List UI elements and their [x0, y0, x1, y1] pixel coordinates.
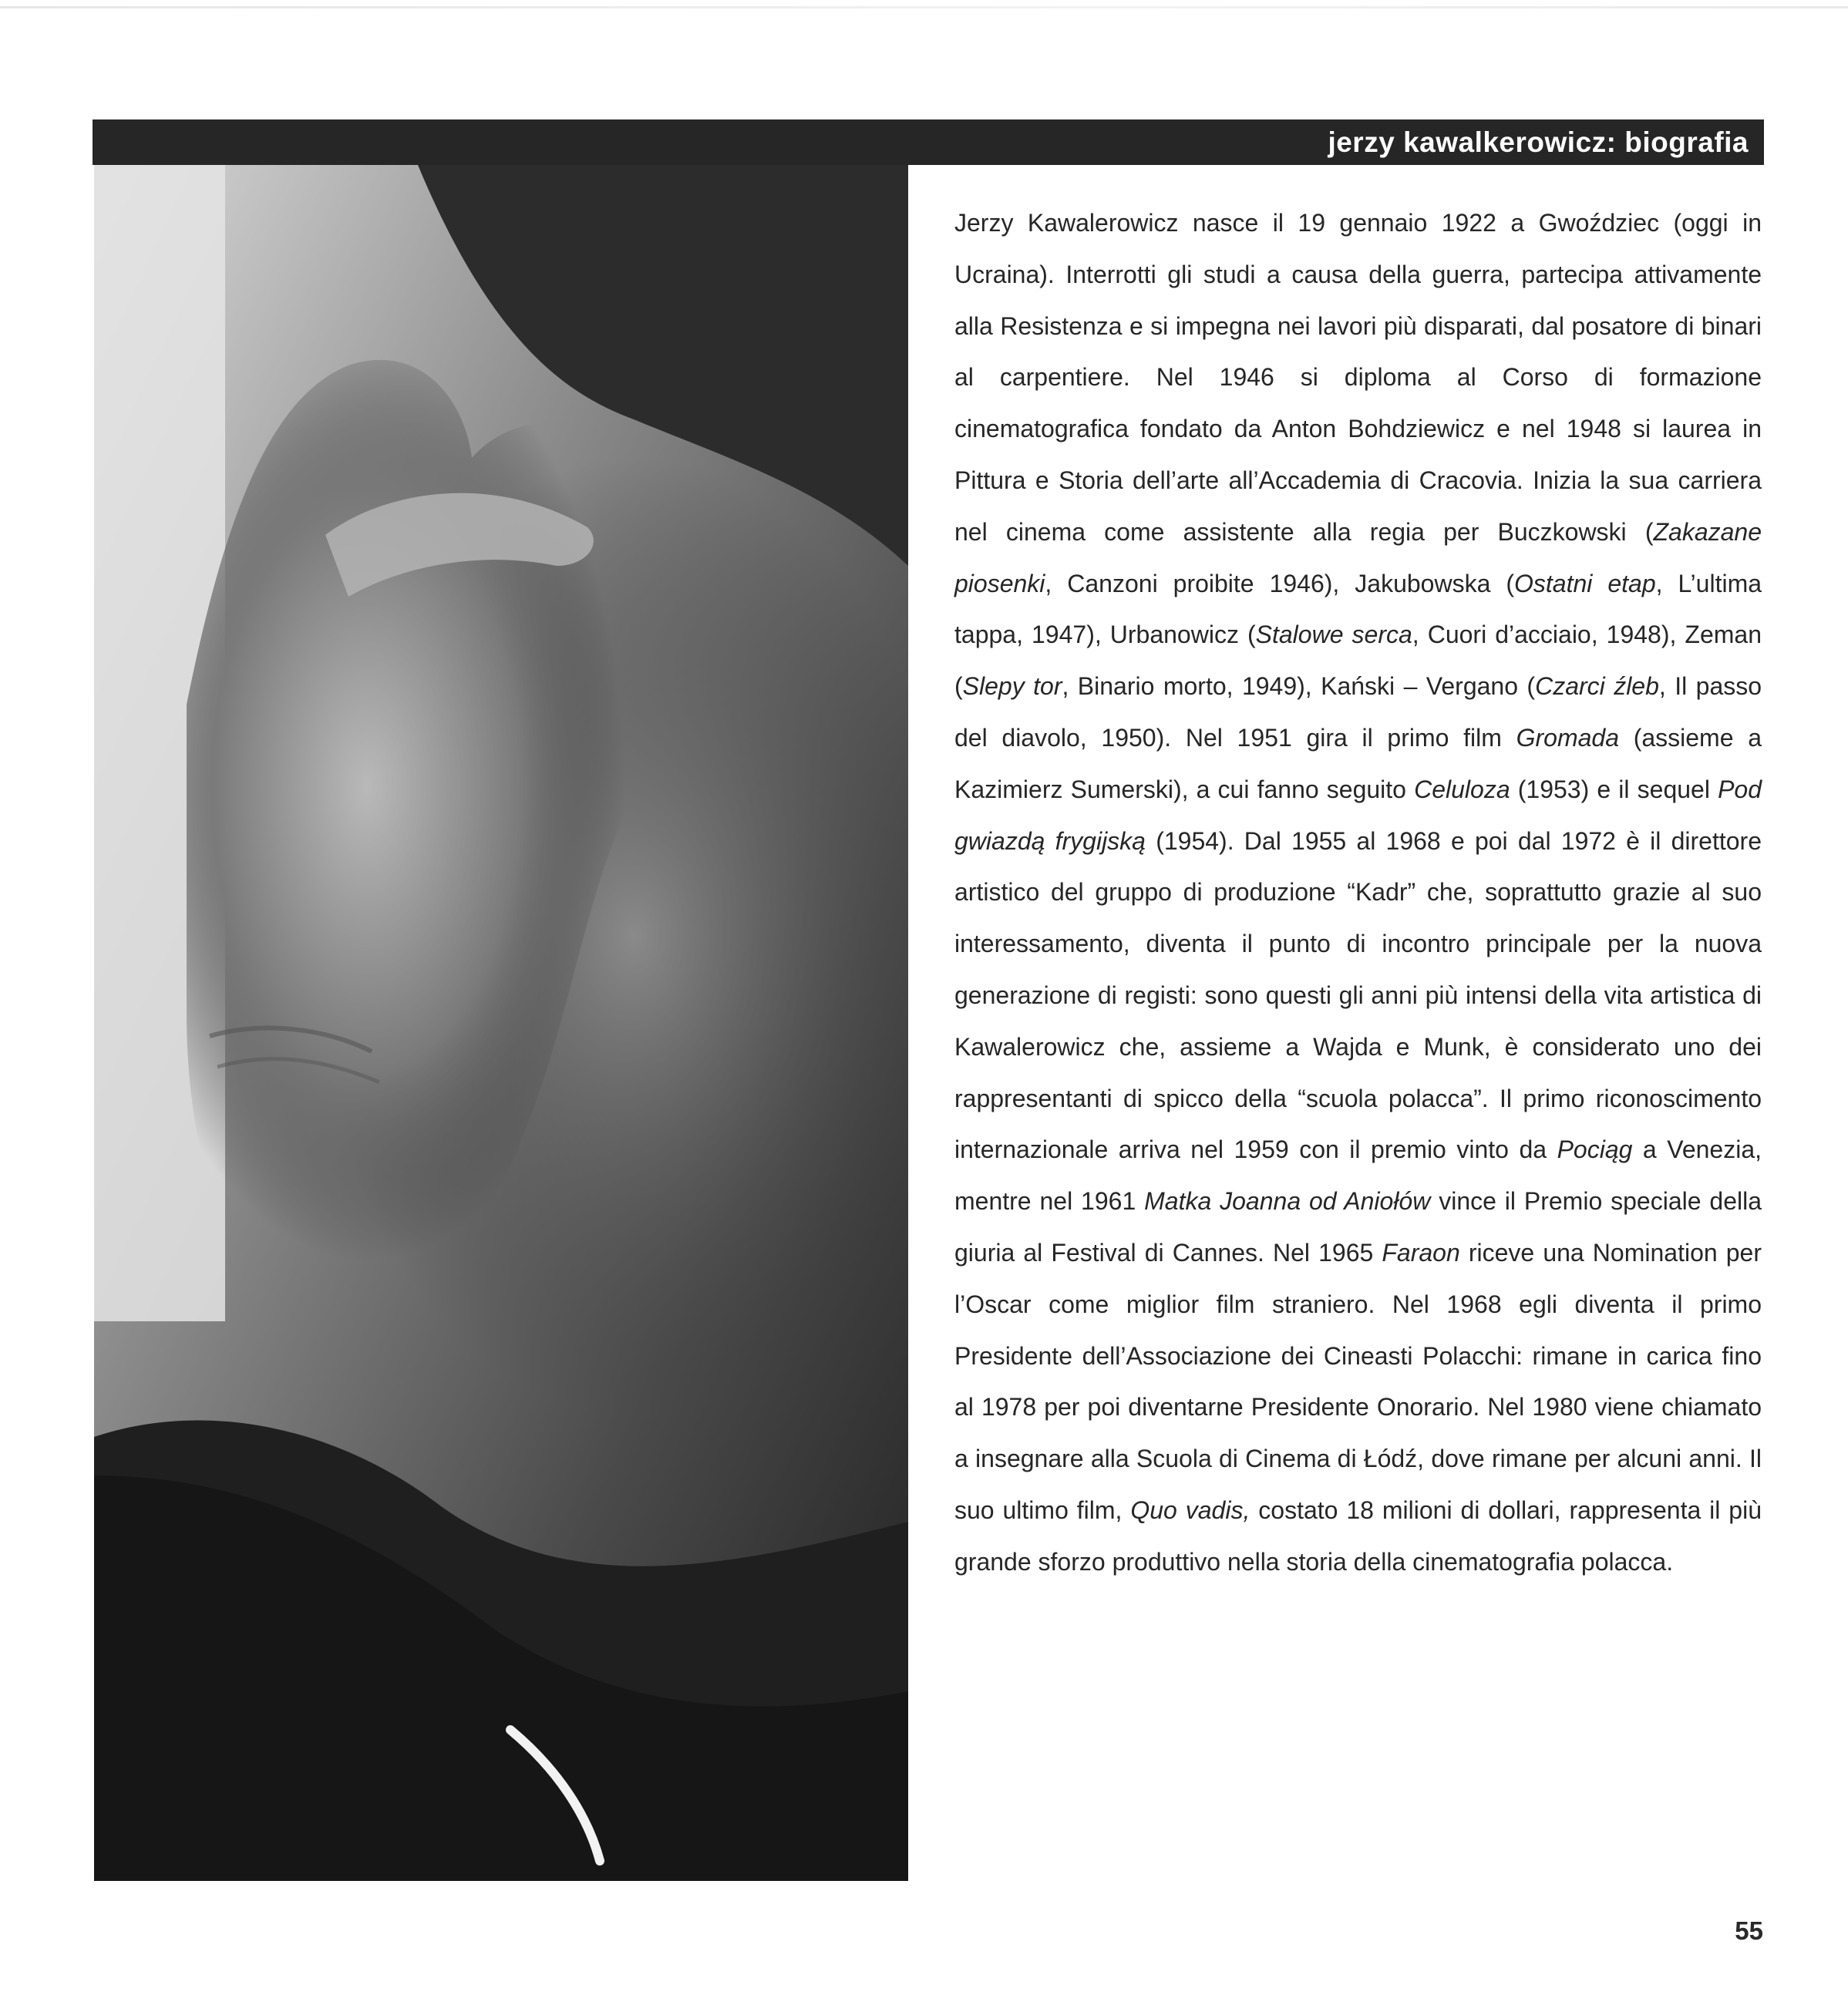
- film-title: Pociąg: [1557, 1136, 1633, 1164]
- bio-text-segment: vince il Premio speciale della giuria al Festival di Cannes. Nel 1965: [954, 1187, 1762, 1267]
- section-title: jerzy kawalkerowicz: biografia: [1328, 126, 1749, 158]
- bio-text-segment: , Binario morto, 1949), Kański – Vergano (: [1062, 672, 1536, 701]
- bio-text-segment: a Venezia, mentre nel 1961: [954, 1136, 1762, 1216]
- bio-text-segment: , Il passo del diavolo, 1950). Nel 1951 gira il primo film: [954, 672, 1762, 752]
- bio-text-segment: (1953) e il sequel: [1510, 775, 1718, 803]
- top-rule: [0, 6, 1848, 8]
- film-title: Slepy tor: [962, 672, 1062, 701]
- bio-text-segment: riceve una Nomination per l’Oscar come miglior film straniero. Nel 1968 egli diventa il primo Presidente dell’Associazione dei Cineasti Polacchi: rimane in carica fino al 1978 per poi diventarne Presidente Onorario. Nel 1980 viene chiamato a insegnare alla Scuola di Cinema di Łódź, dove rimane per alcuni anni. Il suo ultimo film,: [954, 1238, 1762, 1524]
- bio-text-segment: costato 18 milioni di dollari, rappresenta il più grande sforzo produttivo nella storia della cinematografia polacca.: [954, 1496, 1762, 1576]
- bio-text-segment: (1954). Dal 1955 al 1968 e poi dal 1972 è il direttore artistico del gruppo di produzione “Kadr” che, soprattutto grazie al suo interessamento, diventa il punto di incontro principale per la nuova generazione di registi: sono questi gli anni più intensi della vita artistica di Kawalerowicz che, assieme a Wajda e Munk, è considerato uno dei rappresentanti di spicco della “scuola polacca”. Il primo riconoscimento internazionale arriva nel 1959 con il premio vinto da: [954, 826, 1762, 1164]
- film-title: Gromada: [1516, 723, 1619, 752]
- film-title: Celuloza: [1414, 775, 1510, 803]
- page-number: 55: [1735, 1916, 1763, 1945]
- film-title: Matka Joanna od Aniołów: [1144, 1187, 1431, 1216]
- bio-text-segment: , L’ultima tappa, 1947), Urbanowicz (: [954, 569, 1762, 649]
- film-title: Faraon: [1382, 1238, 1460, 1267]
- portrait-photo: [94, 165, 908, 1881]
- biography-text: [954, 197, 1762, 1588]
- film-title: Czarci źleb: [1535, 672, 1659, 701]
- bio-text-segment: (assieme a Kazimierz Sumerski), a cui fanno seguito: [954, 723, 1762, 803]
- film-title: Stalowe serca: [1255, 621, 1412, 649]
- film-title: Pod gwiazdą frygijską: [954, 775, 1762, 855]
- portrait-photo-graphic: [94, 165, 908, 1881]
- film-title: Zakazane piosenki: [954, 517, 1762, 597]
- bio-text-segment: , Canzoni proibite 1946), Jakubowska (: [1045, 569, 1515, 597]
- film-title: Ostatni etap: [1514, 569, 1656, 597]
- bio-text-segment: Jerzy Kawalerowicz nasce il 19 gennaio 1922 a Gwoździec (oggi in Ucraina). Interrotti gli studi a causa della guerra, partecipa attivamente alla Resistenza e si impegna nei lavori più disparati, dal posatore di binari al carpentiere. Nel 1946 si diploma al Corso di formazione cinematografica fondato da Anton Bohdziewicz e nel 1948 si laurea in Pittura e Storia dell’arte all’Accademia di Cracovia. Inizia la sua carriera nel cinema come assistente alla regia per Buczkowski (: [954, 209, 1762, 546]
- film-title: Quo vadis,: [1130, 1496, 1251, 1524]
- bio-text-segment: , Cuori d’acciaio, 1948), Zeman (: [954, 621, 1762, 701]
- section-header-bar: [93, 119, 1764, 165]
